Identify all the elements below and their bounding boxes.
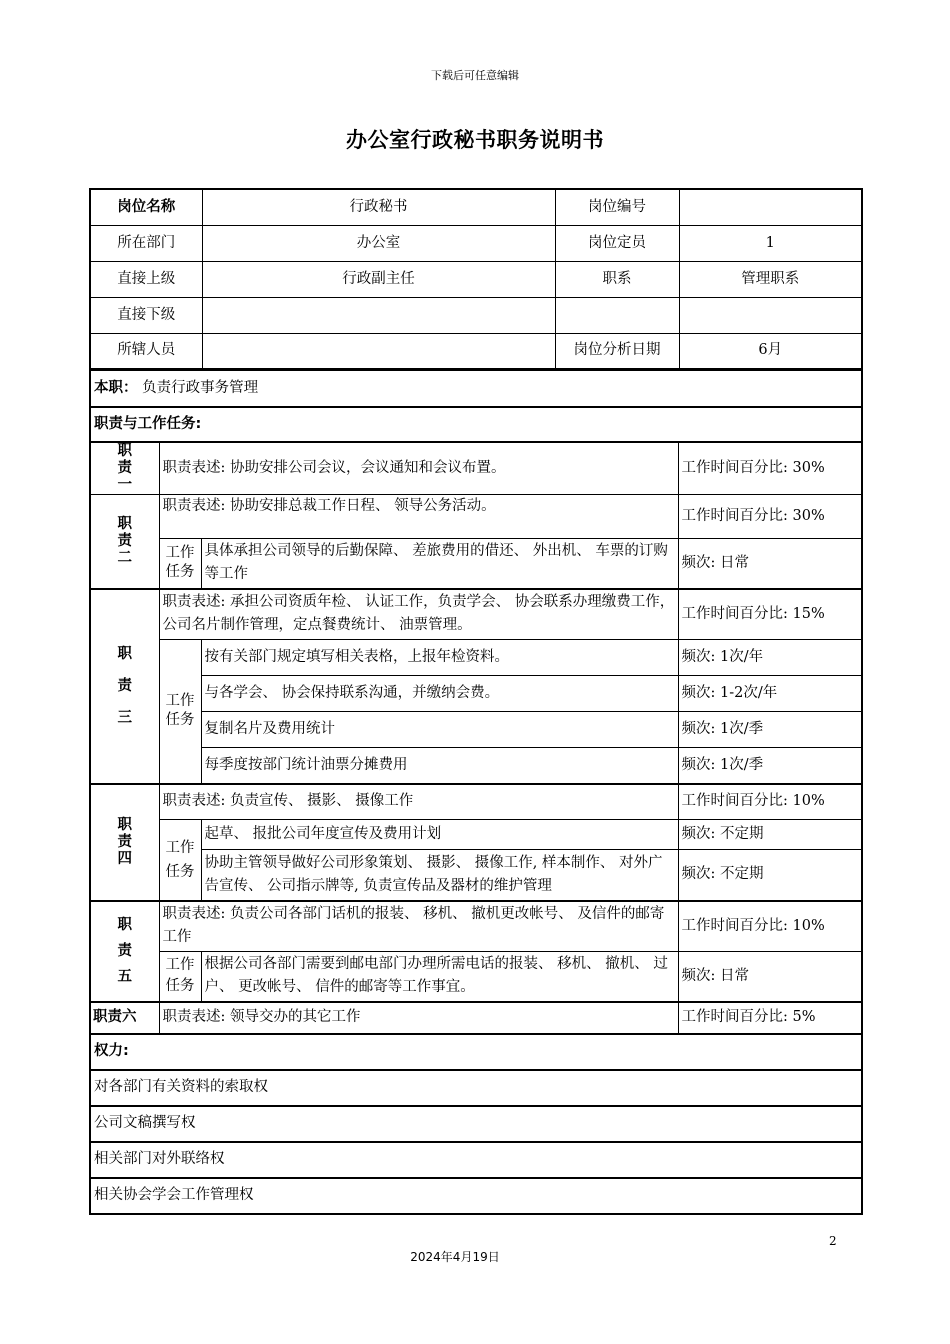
authority-item: 相关部门对外联络权 [90,1142,862,1178]
authority-item: 相关协会学会工作管理权 [90,1178,862,1214]
duty-3-frequency: 频次: 1次/季 [678,712,862,748]
duty-5-task: 根据公司各部门需要到邮电部门办理所需电话的报装、 移机、 撤机、 过户、 更改帐号、 信件的邮寄等工作事宜。 [201,952,678,1002]
position-code-label: 岗位编号 [555,189,679,225]
duty-6-percentage: 工作时间百分比: 5% [678,1002,862,1034]
duty-1-label: 职 责 一 [90,442,159,495]
duty-4-task: 起草、 报批公司年度宣传及费用计划 [201,820,678,850]
duty-3-frequency: 频次: 1-2次/年 [678,676,862,712]
authority-item: 公司文稿撰写权 [90,1106,862,1142]
duty-3-frequency: 频次: 1次/年 [678,640,862,676]
position-code-value [679,189,862,225]
authority-item: 对各部门有关资料的索取权 [90,1070,862,1106]
duty-2-description: 职责表述: 协助安排总裁工作日程、 领导公务活动。 [159,495,678,539]
footer-date: 2024年4月19日 [410,1250,500,1264]
duties-table [89,369,863,1215]
analysis-date-label: 岗位分析日期 [555,333,679,369]
duty-3-task-label: 工作 任务 [159,640,201,784]
duty-3-task: 按有关部门规定填写相关表格，上报年检资料。 [201,640,678,676]
duty-1-description: 职责表述: 协助安排公司会议，会议通知和会议布置。 [159,442,678,495]
headcount-value: 1 [679,225,862,261]
analysis-date-value: 6月 [679,333,862,369]
job-series-value: 管理职系 [679,261,862,297]
duty-3-label: 职 责 三 [90,589,159,784]
duty-2-task: 具体承担公司领导的后勤保障、 差旅费用的借还、 外出机、 车票的订购等工作 [201,539,678,589]
duty-1-percentage: 工作时间百分比: 30% [678,442,862,495]
job-series-label: 职系 [555,261,679,297]
subordinate-value [202,297,555,333]
duty-2-task-label: 工作 任务 [159,539,201,589]
duty-3-task: 每季度按部门统计油票分摊费用 [201,748,678,784]
header-note: 下载后可任意编辑 [431,69,519,82]
duties-heading: 职责与工作任务: [90,407,862,442]
position-name-label: 岗位名称 [90,189,202,225]
duty-5-percentage: 工作时间百分比: 10% [678,901,862,952]
duty-5-label: 职 责 五 [90,901,159,1002]
duty-4-task: 协助主管领导做好公司形象策划、 摄影、 摄像工作, 样本制作、 对外广告宣传、 公司指示牌等, 负责宣传品及器材的维护管理 [201,850,678,901]
staff-label: 所辖人员 [90,333,202,369]
duty-6-description: 职责表述: 领导交办的其它工作 [159,1002,678,1034]
duty-4-frequency: 频次: 不定期 [678,850,862,901]
department-value: 办公室 [202,225,555,261]
superior-value: 行政副主任 [202,261,555,297]
job-info-table [89,188,863,370]
duty-2-label: 职 责 二 [90,495,159,589]
duty-3-task: 复制名片及费用统计 [201,712,678,748]
job-summary [90,370,862,407]
duty-4-description: 职责表述: 负责宣传、 摄影、 摄像工作 [159,784,678,820]
department-label: 所在部门 [90,225,202,261]
duty-3-description: 职责表述: 承担公司资质年检、 认证工作，负责学会、 协会联系办理缴费工作，公司名片制作管理，定点餐费统计、 油票管理。 [159,589,678,640]
empty-cell [679,297,862,333]
staff-value [202,333,555,369]
duty-3-frequency: 频次: 1次/季 [678,748,862,784]
duty-2-percentage: 工作时间百分比: 30% [678,495,862,539]
page-title: 办公室行政秘书职务说明书 [346,127,604,152]
duty-5-description: 职责表述: 负责公司各部门话机的报装、 移机、 撤机更改帐号、 及信件的邮寄工作 [159,901,678,952]
job-summary-label: 本职： [94,380,138,396]
duty-5-task-label: 工作 任务 [159,952,201,1002]
page-number: 2 [829,1234,837,1248]
headcount-label: 岗位定员 [555,225,679,261]
duty-2-frequency: 频次: 日常 [678,539,862,589]
duty-3-task: 与各学会、 协会保持联系沟通，并缴纳会费。 [201,676,678,712]
duty-6-label: 职责六 [90,1002,159,1034]
subordinate-label: 直接下级 [90,297,202,333]
duty-5-frequency: 频次: 日常 [678,952,862,1002]
duty-4-frequency: 频次: 不定期 [678,820,862,850]
position-name-value: 行政秘书 [202,189,555,225]
duty-4-percentage: 工作时间百分比: 10% [678,784,862,820]
job-summary-text: 负责行政事务管理 [142,380,259,396]
duty-3-percentage: 工作时间百分比: 15% [678,589,862,640]
duty-4-label: 职 责 四 [90,784,159,901]
duty-4-task-label: 工作 任务 [159,820,201,901]
empty-cell [555,297,679,333]
superior-label: 直接上级 [90,261,202,297]
authority-heading: 权力: [90,1034,862,1070]
